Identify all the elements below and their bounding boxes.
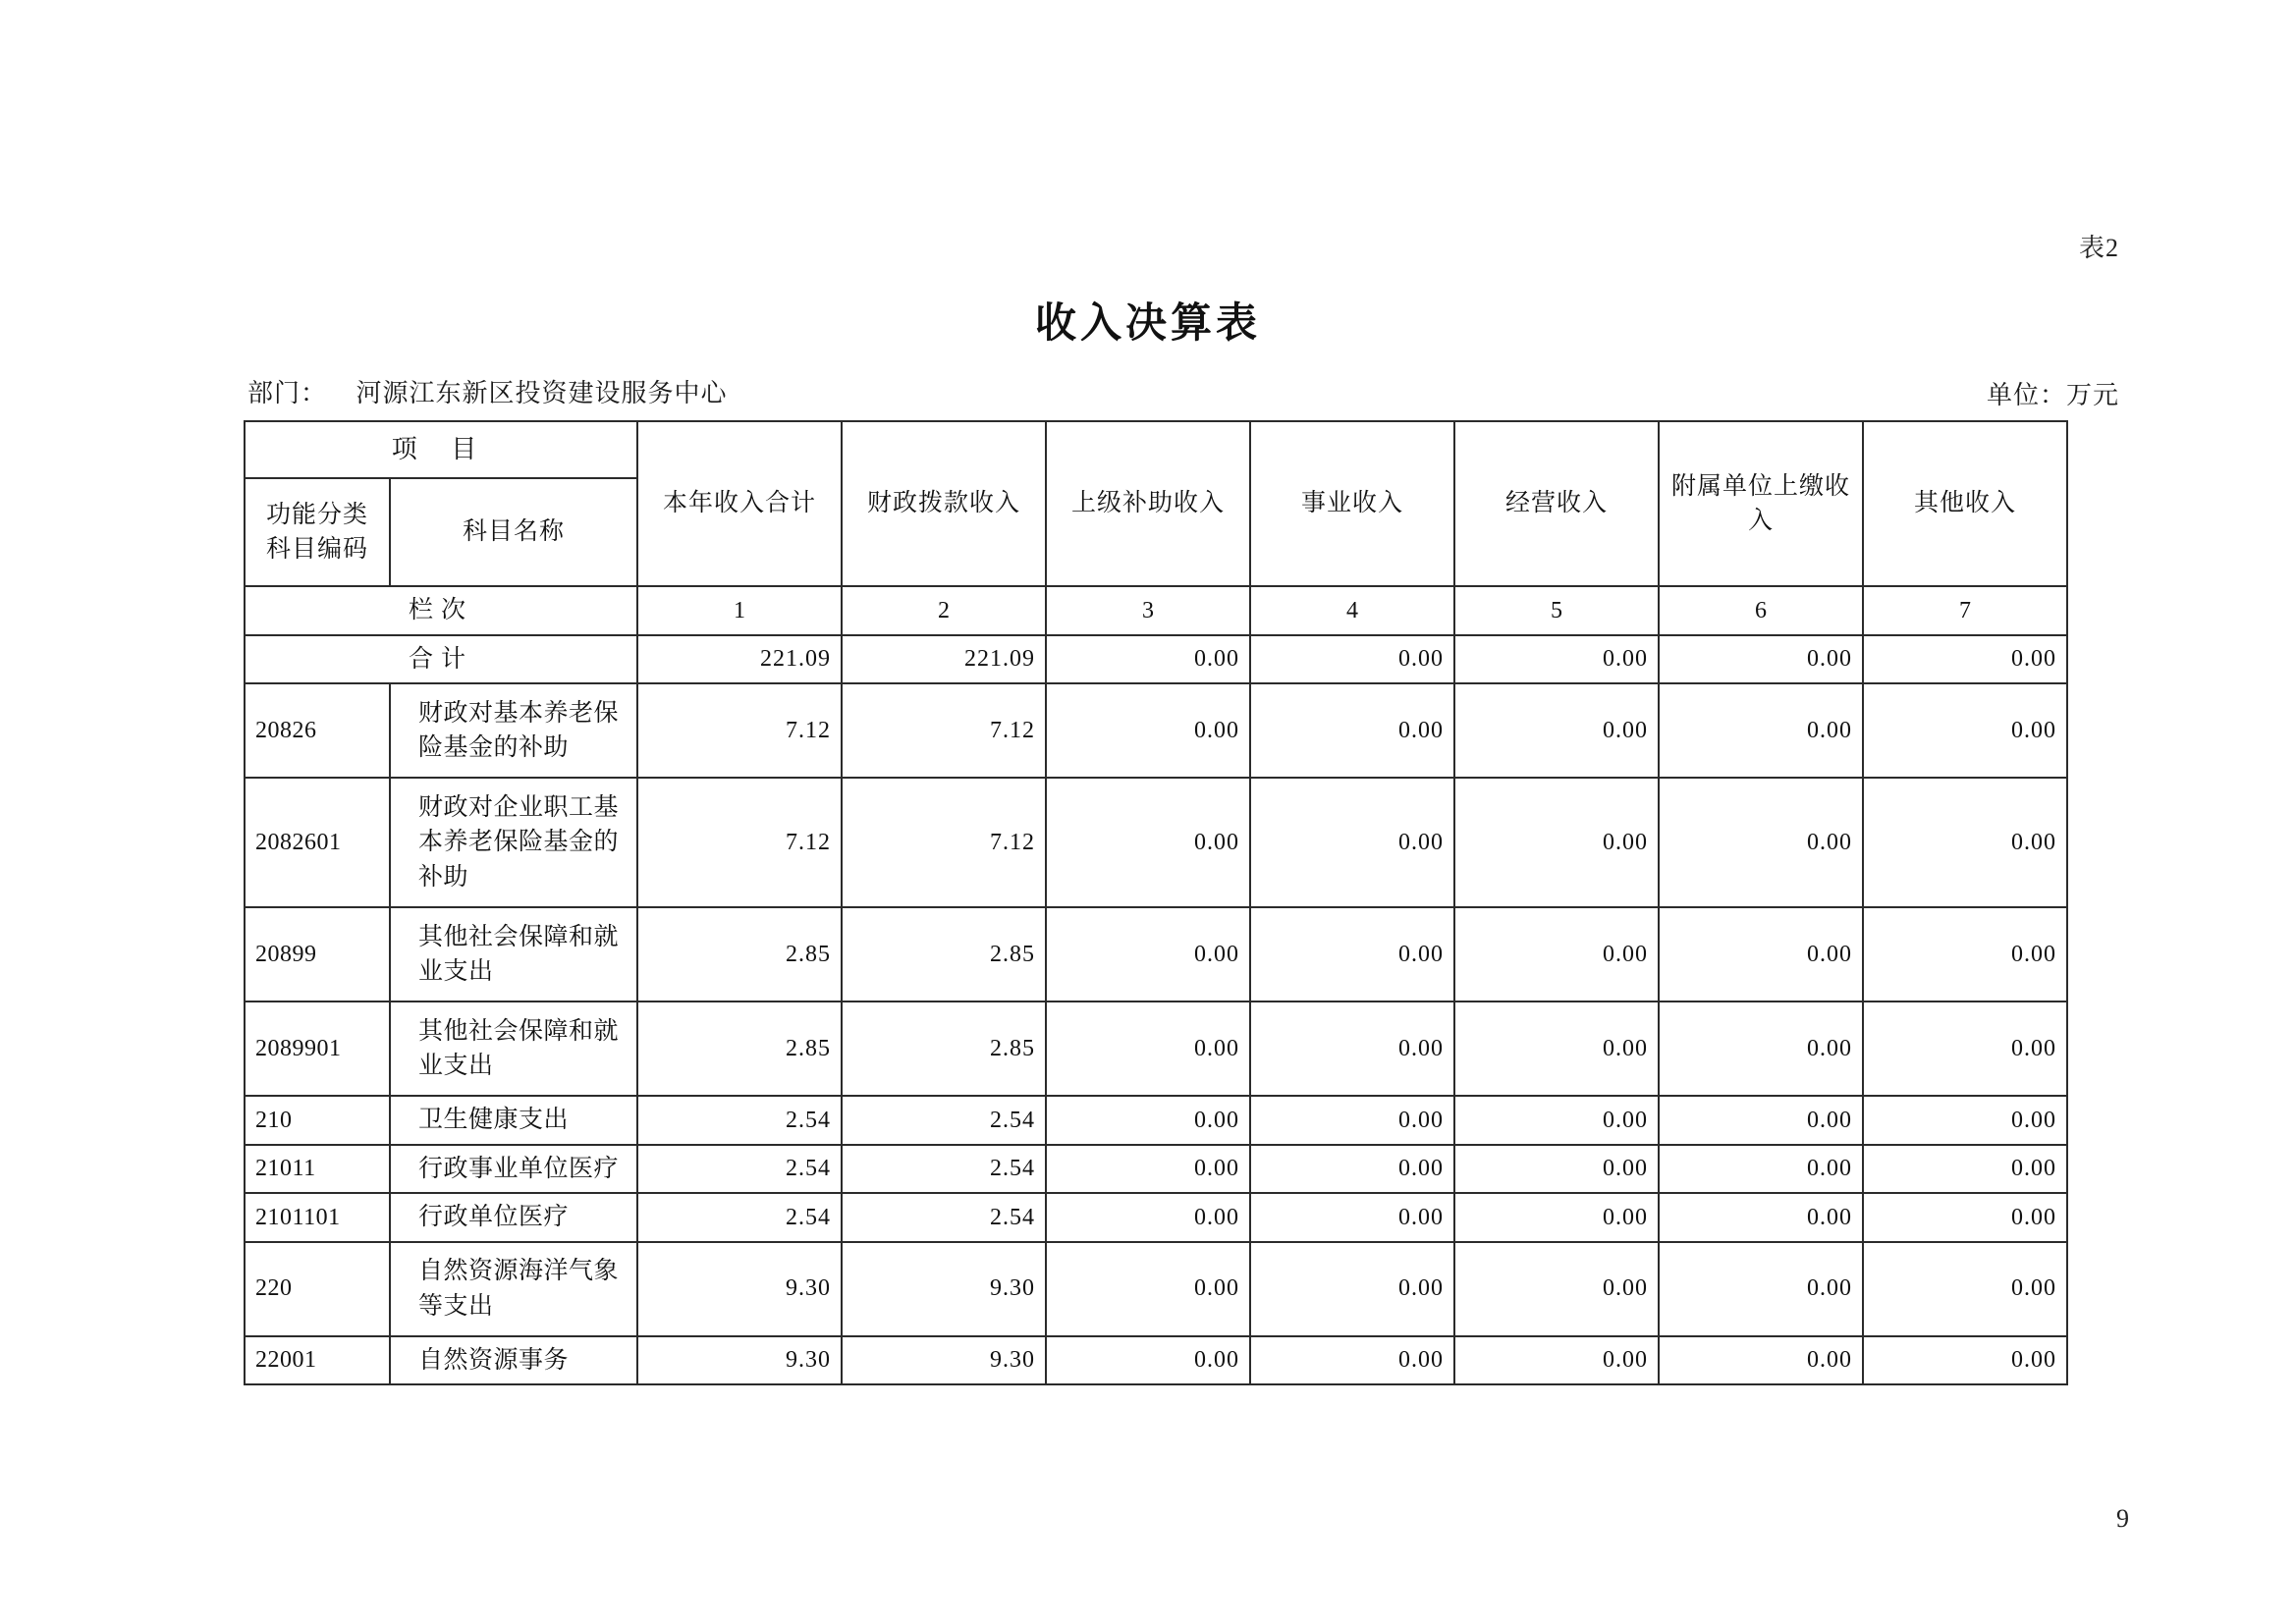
row-value-3: 0.00 xyxy=(1046,1001,1250,1096)
total-value-6: 0.00 xyxy=(1659,635,1863,684)
row-value-7: 0.00 xyxy=(1863,907,2067,1001)
table-rank-row xyxy=(245,586,2067,635)
header-col-function-code-line2: 科目编码 xyxy=(265,536,368,563)
row-value-2: 2.54 xyxy=(842,1145,1046,1194)
total-value-4: 0.00 xyxy=(1250,635,1454,684)
row-value-3: 0.00 xyxy=(1046,1193,1250,1242)
row-name: 行政事业单位医疗 xyxy=(390,1145,637,1194)
row-value-1: 2.54 xyxy=(637,1145,842,1194)
row-value-1: 2.54 xyxy=(637,1096,842,1145)
rank-1: 1 xyxy=(637,586,842,635)
row-code: 20826 xyxy=(245,683,390,778)
row-value-4: 0.00 xyxy=(1250,907,1454,1001)
row-value-1: 9.30 xyxy=(637,1242,842,1336)
rank-6: 6 xyxy=(1659,586,1863,635)
header-col-subject-name: 科目名称 xyxy=(390,478,637,586)
table-row xyxy=(245,1145,2067,1194)
row-value-5: 0.00 xyxy=(1454,1001,1659,1096)
header-col-function-code-line1: 功能分类 xyxy=(265,501,368,528)
table-row xyxy=(245,683,2067,778)
header-col-other-income: 其他收入 xyxy=(1863,421,2067,586)
row-value-3: 0.00 xyxy=(1046,1145,1250,1194)
row-value-5: 0.00 xyxy=(1454,1096,1659,1145)
table-row xyxy=(245,907,2067,1001)
row-value-4: 0.00 xyxy=(1250,683,1454,778)
department-name: 河源江东新区投资建设服务中心 xyxy=(355,379,728,407)
row-name: 其他社会保障和就业支出 xyxy=(390,1001,637,1096)
row-name: 卫生健康支出 xyxy=(390,1096,637,1145)
row-code: 220 xyxy=(245,1242,390,1336)
total-label: 合计 xyxy=(245,635,637,684)
row-value-4: 0.00 xyxy=(1250,1193,1454,1242)
row-value-6: 0.00 xyxy=(1659,1193,1863,1242)
row-code: 20899 xyxy=(245,907,390,1001)
table-row xyxy=(245,1336,2067,1385)
header-col-function-code xyxy=(245,478,390,586)
row-value-6: 0.00 xyxy=(1659,778,1863,907)
rank-7: 7 xyxy=(1863,586,2067,635)
row-value-7: 0.00 xyxy=(1863,778,2067,907)
row-value-5: 0.00 xyxy=(1454,1193,1659,1242)
row-value-6: 0.00 xyxy=(1659,907,1863,1001)
row-value-1: 2.85 xyxy=(637,1001,842,1096)
row-value-4: 0.00 xyxy=(1250,1242,1454,1336)
row-value-5: 0.00 xyxy=(1454,1145,1659,1194)
row-value-6: 0.00 xyxy=(1659,683,1863,778)
row-value-2: 9.30 xyxy=(842,1242,1046,1336)
header-col-affiliated-units: 附属单位上缴收入 xyxy=(1659,421,1863,586)
row-value-6: 0.00 xyxy=(1659,1242,1863,1336)
page-number: 9 xyxy=(2116,1504,2129,1533)
row-name: 自然资源海洋气象等支出 xyxy=(390,1242,637,1336)
row-value-3: 0.00 xyxy=(1046,1096,1250,1145)
row-name: 财政对基本养老保险基金的补助 xyxy=(390,683,637,778)
row-value-2: 2.85 xyxy=(842,907,1046,1001)
row-value-3: 0.00 xyxy=(1046,907,1250,1001)
page-title: 收入决算表 xyxy=(1034,301,1261,347)
row-value-7: 0.00 xyxy=(1863,1193,2067,1242)
row-value-3: 0.00 xyxy=(1046,778,1250,907)
total-value-7: 0.00 xyxy=(1863,635,2067,684)
row-value-5: 0.00 xyxy=(1454,1336,1659,1385)
row-value-2: 7.12 xyxy=(842,683,1046,778)
row-value-1: 2.54 xyxy=(637,1193,842,1242)
row-value-1: 9.30 xyxy=(637,1336,842,1385)
row-value-2: 7.12 xyxy=(842,778,1046,907)
row-code: 210 xyxy=(245,1096,390,1145)
rank-2: 2 xyxy=(842,586,1046,635)
header-col-business-income: 事业收入 xyxy=(1250,421,1454,586)
header-item-group: 项 目 xyxy=(245,421,637,478)
row-name: 财政对企业职工基本养老保险基金的补助 xyxy=(390,778,637,907)
row-value-5: 0.00 xyxy=(1454,683,1659,778)
row-value-3: 0.00 xyxy=(1046,1242,1250,1336)
row-value-7: 0.00 xyxy=(1863,1242,2067,1336)
row-code: 2101101 xyxy=(245,1193,390,1242)
total-value-5: 0.00 xyxy=(1454,635,1659,684)
total-value-2: 221.09 xyxy=(842,635,1046,684)
row-code: 21011 xyxy=(245,1145,390,1194)
row-value-1: 7.12 xyxy=(637,778,842,907)
row-value-4: 0.00 xyxy=(1250,1336,1454,1385)
header-col-superior-subsidy: 上级补助收入 xyxy=(1046,421,1250,586)
row-value-7: 0.00 xyxy=(1863,1336,2067,1385)
row-value-6: 0.00 xyxy=(1659,1145,1863,1194)
row-value-7: 0.00 xyxy=(1863,1001,2067,1096)
table-row xyxy=(245,1242,2067,1336)
table-row xyxy=(245,778,2067,907)
row-value-3: 0.00 xyxy=(1046,683,1250,778)
total-value-1: 221.09 xyxy=(637,635,842,684)
row-value-2: 9.30 xyxy=(842,1336,1046,1385)
row-value-5: 0.00 xyxy=(1454,778,1659,907)
department-line xyxy=(247,373,728,409)
rank-label: 栏次 xyxy=(245,586,637,635)
row-value-2: 2.54 xyxy=(842,1096,1046,1145)
table-row xyxy=(245,1096,2067,1145)
table-header-row-top xyxy=(245,421,2067,478)
header-col-total: 本年收入合计 xyxy=(637,421,842,586)
row-value-2: 2.54 xyxy=(842,1193,1046,1242)
table-row xyxy=(245,1001,2067,1096)
row-value-7: 0.00 xyxy=(1863,683,2067,778)
row-value-3: 0.00 xyxy=(1046,1336,1250,1385)
unit-note: 单位：万元 xyxy=(1986,381,2119,409)
row-value-4: 0.00 xyxy=(1250,1001,1454,1096)
row-value-1: 7.12 xyxy=(637,683,842,778)
row-value-7: 0.00 xyxy=(1863,1096,2067,1145)
department-label: 部门： xyxy=(247,379,328,407)
row-value-2: 2.85 xyxy=(842,1001,1046,1096)
row-value-4: 0.00 xyxy=(1250,1145,1454,1194)
row-code: 2089901 xyxy=(245,1001,390,1096)
header-col-fiscal: 财政拨款收入 xyxy=(842,421,1046,586)
income-final-accounts-table xyxy=(244,420,2068,1385)
table-row xyxy=(245,1193,2067,1242)
row-name: 其他社会保障和就业支出 xyxy=(390,907,637,1001)
row-value-5: 0.00 xyxy=(1454,907,1659,1001)
total-value-3: 0.00 xyxy=(1046,635,1250,684)
row-value-1: 2.85 xyxy=(637,907,842,1001)
row-value-4: 0.00 xyxy=(1250,1096,1454,1145)
rank-5: 5 xyxy=(1454,586,1659,635)
row-code: 22001 xyxy=(245,1336,390,1385)
row-value-6: 0.00 xyxy=(1659,1096,1863,1145)
row-name: 自然资源事务 xyxy=(390,1336,637,1385)
table-row-total xyxy=(245,635,2067,684)
header-col-operating-income: 经营收入 xyxy=(1454,421,1659,586)
table-number-label: 表2 xyxy=(2078,234,2119,262)
row-name: 行政单位医疗 xyxy=(390,1193,637,1242)
row-value-6: 0.00 xyxy=(1659,1336,1863,1385)
row-value-5: 0.00 xyxy=(1454,1242,1659,1336)
rank-3: 3 xyxy=(1046,586,1250,635)
row-value-7: 0.00 xyxy=(1863,1145,2067,1194)
rank-4: 4 xyxy=(1250,586,1454,635)
row-value-6: 0.00 xyxy=(1659,1001,1863,1096)
row-value-4: 0.00 xyxy=(1250,778,1454,907)
row-code: 2082601 xyxy=(245,778,390,907)
